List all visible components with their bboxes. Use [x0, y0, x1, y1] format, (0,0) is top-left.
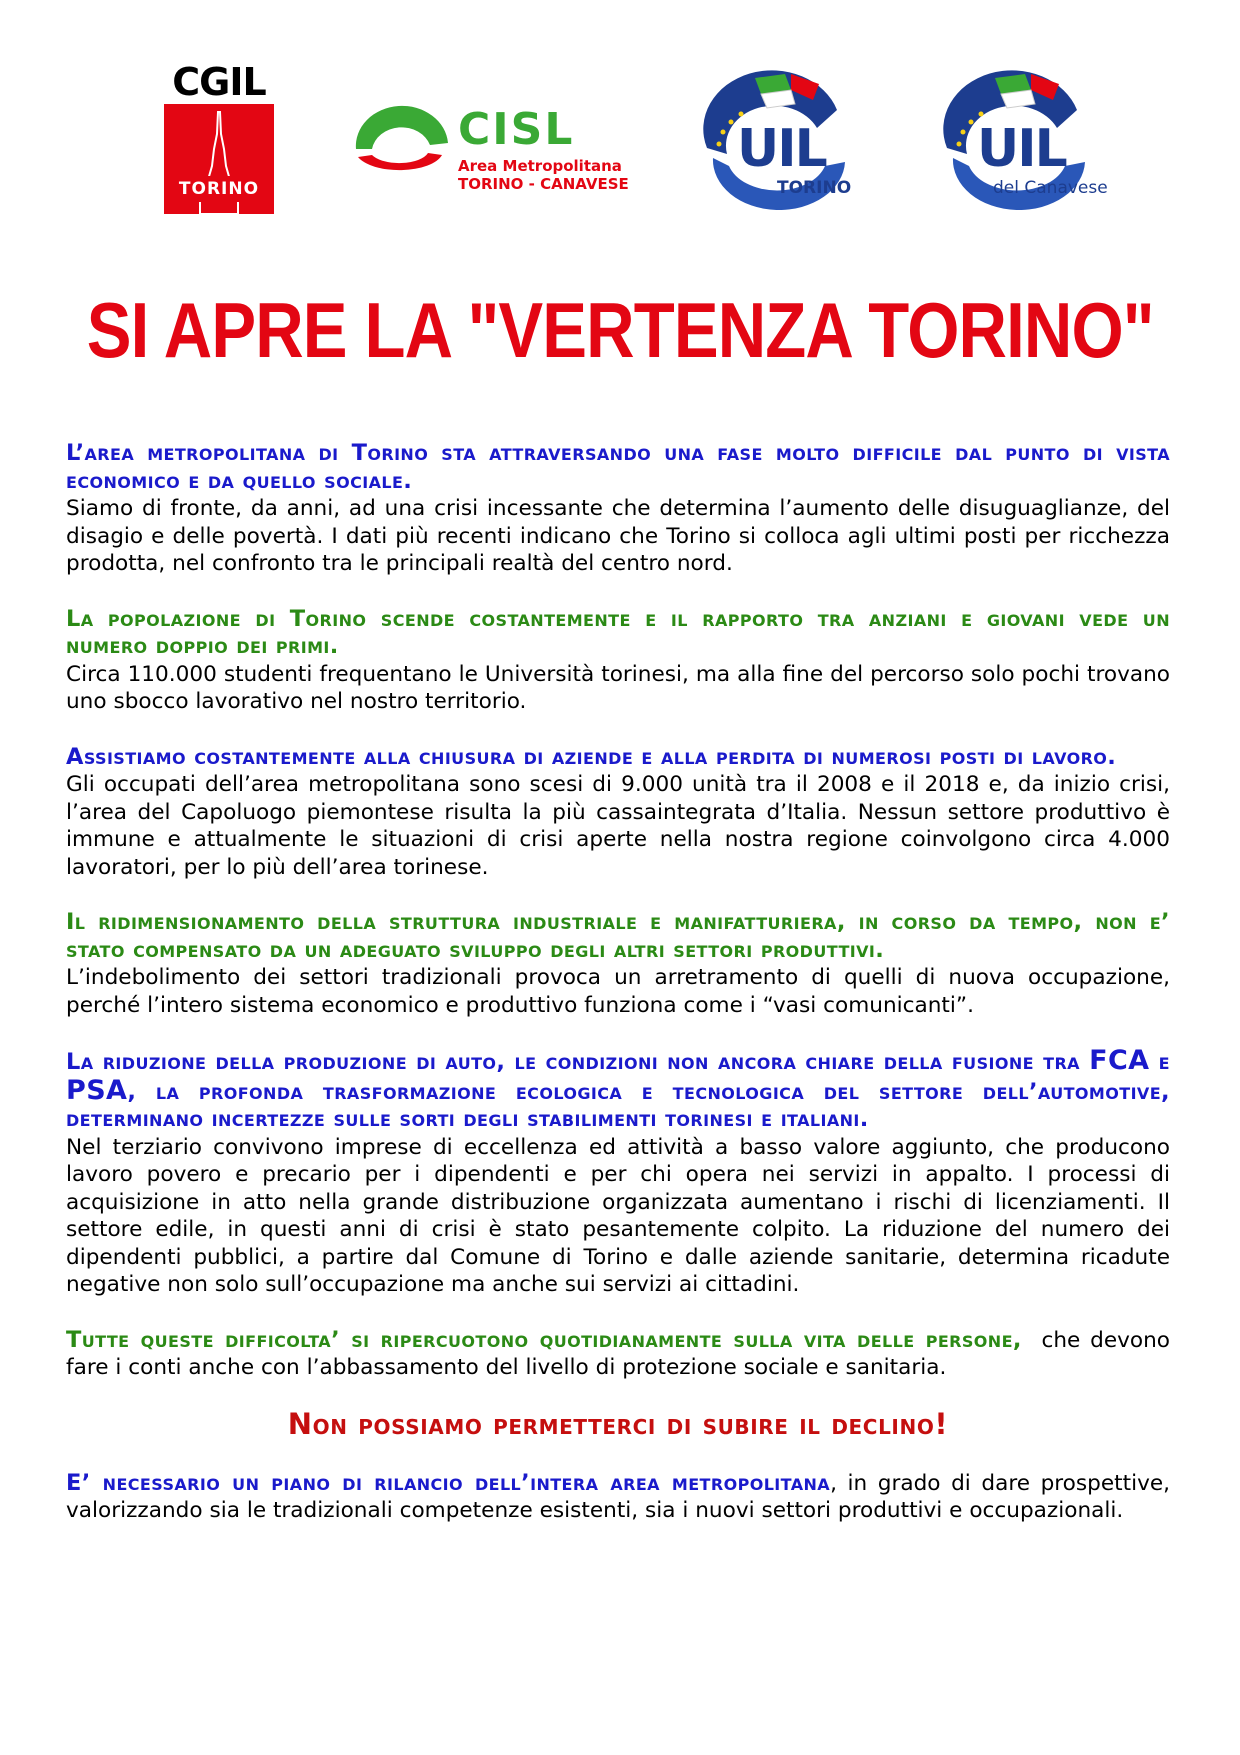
paragraph-3: [66, 744, 1170, 882]
cgil-logo-name: CGIL: [172, 60, 266, 104]
paragraph-4-heading: Il ridimensionamento della struttura industriale e manifatturiera, in corso da tempo, non e’ stato compensato da un adeguato sviluppo degli altri settori produttivi.: [66, 909, 1170, 963]
paragraph-2: [66, 606, 1170, 716]
closing-slogan: Non possiamo permetterci di subire il declino!: [287, 1406, 949, 1441]
paragraph-5-heading-a: La riduzione della produzione di auto, le condizioni non ancora chiare della fusione tra: [66, 1049, 1090, 1075]
paragraph-3-heading: Assistiamo costantemente alla chiusura di aziende e alla perdita di numerosi posti di lavoro.: [66, 743, 1117, 770]
cisl-logo-line2: TORINO - CANAVESE: [458, 175, 629, 193]
uil-torino-logo-name: UIL: [737, 119, 826, 179]
paragraph-5-heading-psa: PSA: [66, 1074, 128, 1106]
cgil-logo-city-band: [164, 176, 274, 202]
paragraph-5-heading: [66, 1045, 1170, 1132]
paragraph-2-body: Circa 110.000 studenti frequentano le Università torinesi, ma alla fine del percorso solo pochi trovano uno sbocco lavorativo nel nostro territorio.: [66, 661, 1170, 714]
paragraph-4-body: L’indebolimento dei settori tradizionali provoca un arretramento di quelli di nuova occupazione, perché l’intero sistema economico e produttivo funziona come i “vasi comunicanti”.: [66, 965, 1170, 1018]
paragraph-3-body: Gli occupati dell’area metropolitana sono scesi di 9.000 unità tra il 2008 e il 2018 e, da inizio crisi, l’area del Capoluogo piemontese risulta la più cassaintegrata d’Italia. Nessun settore produttivo è immune e attualmente le situazioni di crisi aperte nella nostra regione coinvolgono circa 4.000 lavoratori, per lo più dell’area torinese.: [66, 772, 1170, 880]
cgil-logo-city: TORINO: [178, 179, 260, 199]
paragraph-2-heading: La popolazione di Torino scende costantemente e il rapporto tra anziani e giovani vede un numero doppio dei primi.: [66, 605, 1170, 659]
paragraph-6-body: che devono fare i conti anche con l’abbassamento del livello di protezione sociale e sanitaria.: [66, 1327, 1177, 1380]
flyer-body: [66, 440, 1177, 1525]
paragraph-5-body: Nel terziario convivono imprese di eccellenza ed attività a basso valore aggiunto, che producono lavoro povero e precario per i dipendenti e per chi opera nei servizi in appalto. I processi di acquisizione in atto nella grande distribuzione organizzata aumentano i rischi di licenziamenti. Il settore edile, in questi anni di crisi è stato pesantemente colpito. La riduzione del numero dei dipendenti pubblici, a partire dal Comune di Torino e dalle aziende sanitarie, determina ricadute negative non solo sull’occupazione ma anche sui servizi ai cittadini.: [66, 1134, 1170, 1297]
final-paragraph-body: , in grado di dare prospettive, valorizzando sia le tradizionali competenze esistenti, sia i nuovi settori produttivi e occupazionali.: [66, 1470, 1170, 1523]
paragraph-4: [66, 909, 1170, 1019]
paragraph-5-heading-c: , la profonda trasformazione ecologica e tecnologica del settore dell’automotive, determinano incertezze sulle sorti degli stabilimenti torinesi e italiani.: [66, 1078, 1170, 1132]
paragraph-1: [66, 440, 1170, 578]
paragraph-5-heading-fca: FCA: [1089, 1045, 1150, 1076]
paragraph-1-body: Siamo di fronte, da anni, ad una crisi incessante che determina l’aumento delle disuguaglianze, del disagio e delle povertà. I dati più recenti indicano che Torino si colloca agli ultimi posti per ricchezza prodotta, nel confronto tra le principali realtà del centro nord.: [66, 496, 1170, 576]
page-title: SI APRE LA "VERTENZA TORINO": [86, 286, 1154, 374]
cisl-logo-line1: Area Metropolitana: [458, 157, 622, 175]
uil-canavese-logo: [935, 70, 1108, 210]
cisl-arc-icon: [350, 105, 454, 177]
final-paragraph-heading: E’ necessario un piano di rilancio dell’intera area metropolitana: [66, 1469, 831, 1496]
uil-torino-logo: [695, 70, 855, 210]
uil-canavese-logo-city: del Canavese: [993, 178, 1108, 198]
paragraph-6-heading: Tutte queste difficolta’ si ripercuotono quotidianamente sulla vita delle persone,: [66, 1326, 1022, 1353]
paragraph-6: [66, 1326, 1177, 1382]
paragraph-5-heading-b: e: [1149, 1049, 1170, 1075]
paragraph-5: [66, 1047, 1170, 1299]
final-paragraph: [66, 1470, 1170, 1525]
cisl-logo: [350, 105, 650, 205]
uil-canavese-logo-name: UIL: [977, 119, 1066, 179]
paragraph-1-heading: L’area metropolitana di Torino sta attraversando una fase molto difficile dal punto di vista economico e da quello sociale.: [66, 440, 1170, 494]
logos-header: [0, 0, 1240, 240]
uil-torino-logo-city: TORINO: [777, 178, 852, 198]
cisl-logo-subtitle: [458, 157, 629, 193]
cisl-logo-name: CISL: [458, 104, 575, 155]
